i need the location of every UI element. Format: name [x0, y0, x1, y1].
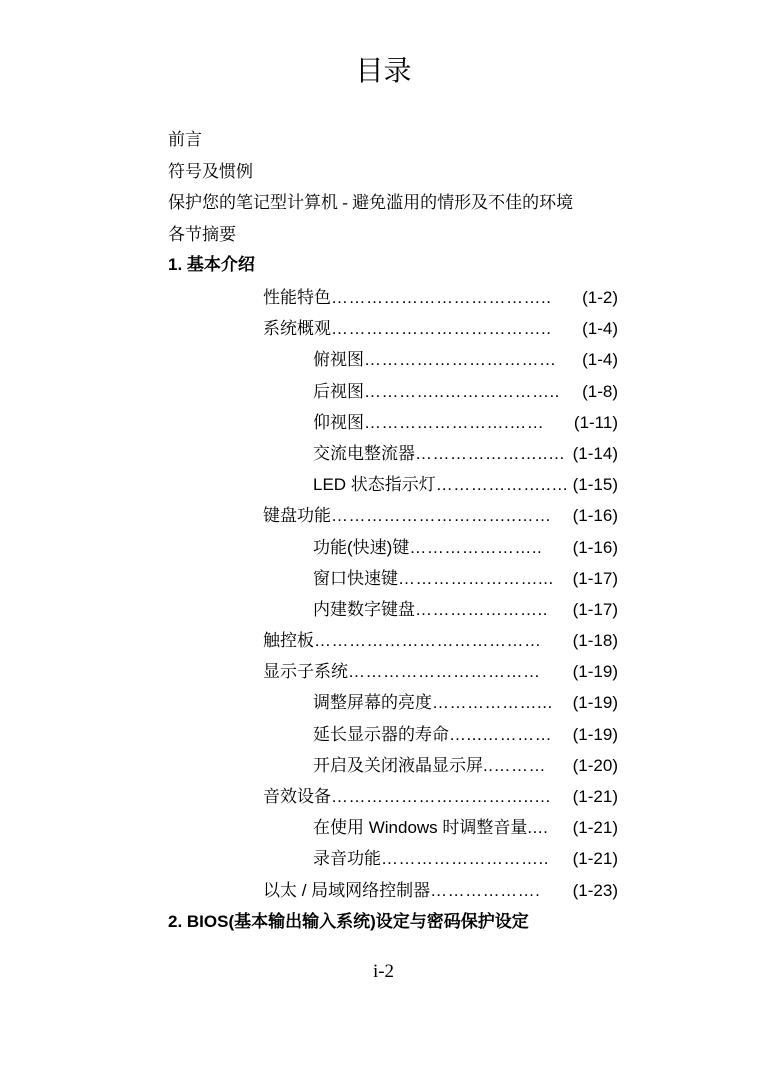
- toc-entry: [0, 812, 767, 843]
- toc-entry-title: 键盘功能: [263, 506, 331, 526]
- toc-entry-title: 显示子系统: [263, 662, 348, 682]
- toc-entry-leader: …………………….……: [364, 412, 545, 432]
- toc-entry-page: (1-2): [581, 282, 618, 313]
- toc-entry-title: 功能(快速)键: [313, 537, 410, 557]
- toc-entry-page: (1-18): [572, 625, 618, 656]
- toc-entry-leader: …...…………: [449, 724, 553, 744]
- toc-entry-title: 延长显示器的寿命: [313, 724, 449, 744]
- toc-entry: [0, 750, 767, 781]
- chapter-1-heading: 1. 基本介绍: [168, 255, 255, 274]
- toc-entry-title: 仰视图: [313, 412, 364, 432]
- toc-entry-leader: …………………………………: [314, 631, 542, 651]
- toc-entry-leader: …………..………………..: [364, 381, 560, 401]
- toc-entry: [0, 594, 767, 625]
- toc-entry-leader: …………………..…: [415, 443, 566, 463]
- toc-entry-title: LED 状态指示灯: [313, 475, 436, 495]
- front-matter-summary: 各节摘要: [168, 225, 236, 245]
- toc-entry: [0, 656, 767, 687]
- toc-entry: [0, 469, 767, 500]
- toc-entry: [0, 843, 767, 874]
- toc-entry-page: (1-17): [572, 563, 618, 594]
- toc-entry-title: 内建数字键盘: [313, 599, 415, 619]
- toc-entry: [0, 719, 767, 750]
- toc-entry-leader: ………………………..: [381, 849, 549, 869]
- toc-entry-page: (1-19): [572, 719, 618, 750]
- toc-entry-leader: ....: [527, 818, 549, 838]
- toc-entry-page: (1-17): [572, 594, 618, 625]
- toc-entry-title: 系统概观: [263, 319, 331, 339]
- toc-entry-page: (1-8): [581, 376, 618, 407]
- toc-entry-list: [0, 282, 767, 906]
- toc-entry: [0, 376, 767, 407]
- toc-entry-title: 音效设备: [263, 787, 331, 806]
- toc-entry-page: (1-19): [572, 687, 618, 718]
- toc-entry-title: 后视图: [313, 381, 364, 401]
- toc-entry-title: 俯视图: [313, 350, 364, 370]
- page-number: i-2: [372, 961, 395, 982]
- toc-entry-page: (1-4): [581, 344, 618, 375]
- toc-entry: [0, 875, 767, 906]
- front-matter-list: [168, 124, 573, 251]
- toc-entry-title: 交流电整流器: [313, 443, 415, 463]
- front-matter-protection: 保护您的笔记型计算机 - 避免滥用的情形及不佳的环境: [168, 193, 574, 213]
- toc-entry-page: (1-21): [572, 781, 618, 812]
- toc-entry-leader: ………………...: [432, 693, 553, 713]
- front-matter-preface: 前言: [168, 130, 202, 149]
- toc-entry-title: 在使用 Windows 时调整音量: [313, 818, 528, 838]
- page-title: 目录: [355, 56, 412, 87]
- toc-entry-title: 窗口快速键: [313, 568, 398, 588]
- toc-entry-leader: …………………………..……: [331, 506, 552, 526]
- toc-entry-page: (1-11): [573, 407, 618, 438]
- toc-entry: [0, 563, 767, 594]
- toc-entry: [0, 532, 767, 563]
- toc-entry: [0, 500, 767, 531]
- toc-entry-page: (1-16): [572, 500, 618, 531]
- toc-entry-leader: ……………….: [430, 880, 541, 900]
- toc-entry-title: 触控板: [263, 631, 314, 651]
- toc-entry-page: (1-20): [572, 750, 618, 781]
- toc-entry: [0, 625, 767, 656]
- toc-entry: [0, 344, 767, 375]
- toc-entry-leader: ..………: [483, 755, 546, 775]
- toc-entry-leader: ………………..…: [435, 475, 569, 495]
- toc-entry-title: 调整屏幕的亮度: [313, 693, 432, 713]
- toc-entry-title: 开启及关闭液晶显示屏: [313, 755, 483, 775]
- toc-entry-title: 录音功能: [313, 849, 381, 869]
- toc-entry-page: (1-19): [572, 656, 618, 687]
- toc-entry-title: 性能特色: [263, 288, 331, 307]
- toc-entry-leader: ………………………………..: [331, 288, 552, 307]
- toc-entry: [0, 282, 767, 313]
- toc-entry-page: (1-14): [572, 438, 618, 469]
- toc-entry: [0, 313, 767, 344]
- toc-entry-title: 以太 / 局域网络控制器: [263, 880, 431, 900]
- toc-entry-page: (1-21): [572, 812, 618, 843]
- toc-entry: [0, 407, 767, 438]
- toc-entry-leader: ……………………………..…: [331, 787, 552, 806]
- toc-entry: [0, 687, 767, 718]
- toc-entry-page: (1-21): [572, 843, 618, 874]
- chapter-2-heading: 2. BIOS(基本输出输入系统)设定与密码保护设定: [168, 912, 529, 931]
- toc-entry-leader: ………………………………..: [331, 319, 552, 339]
- toc-entry: [0, 438, 767, 469]
- toc-entry-leader: ……………………………: [348, 662, 541, 682]
- toc-entry-page: (1-4): [581, 313, 618, 344]
- front-matter-conventions: 符号及惯例: [168, 161, 253, 181]
- toc-entry-leader: …………………..: [415, 599, 548, 619]
- toc-entry-page: (1-23): [572, 875, 618, 906]
- toc-entry-leader: ……………………………: [364, 350, 557, 370]
- toc-entry-page: (1-16): [572, 532, 618, 563]
- toc-entry: [0, 781, 767, 812]
- toc-entry-leader: …………………..: [409, 537, 543, 557]
- toc-entry-page: (1-15): [572, 469, 618, 500]
- toc-entry-leader: ……………………...: [398, 568, 554, 588]
